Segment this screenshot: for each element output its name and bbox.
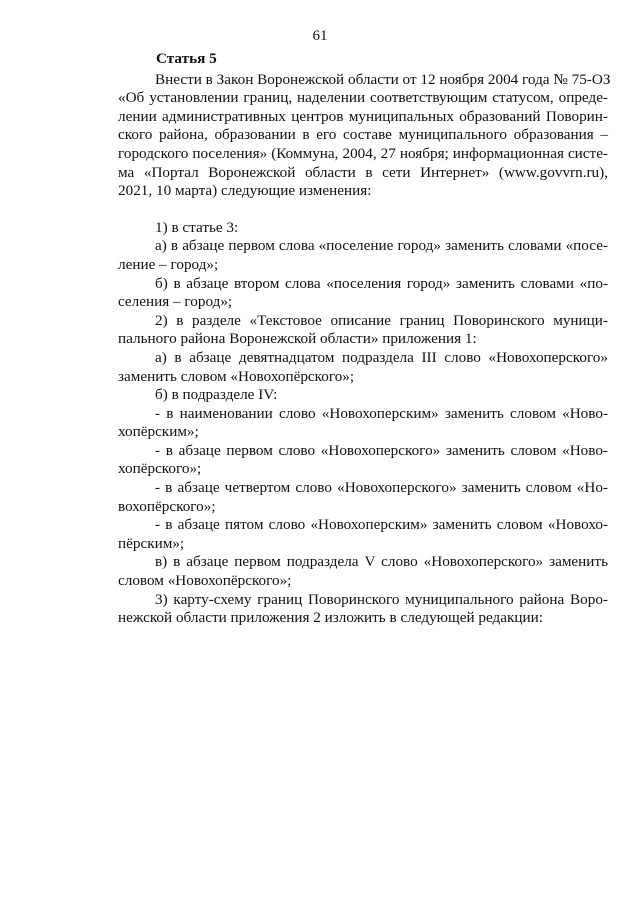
- amendment-item-1: [118, 219, 608, 238]
- paragraph-line: ма «Портал Воронежской области в сети Интернет» (www.govvrn.ru),: [118, 163, 608, 181]
- paragraph-line: хопёрского»;: [118, 460, 202, 478]
- paragraph-line: 3) карту-схему границ Поворинского муниципального района Воро-: [155, 590, 608, 608]
- paragraph-line: 2) в разделе «Текстовое описание границ Поворинского муници-: [155, 311, 608, 329]
- amendment-subitem-first: [118, 442, 608, 479]
- document-body: [118, 50, 611, 628]
- amendment-item-1a: [118, 237, 608, 274]
- paragraph-spacer: [118, 201, 608, 219]
- paragraph-line: б) в абзаце втором слова «поселения город» заменить словами «по-: [155, 274, 608, 292]
- paragraph-line: б) в подразделе IV:: [155, 386, 278, 404]
- amendment-item-1b: [118, 275, 608, 312]
- paragraph-line: хопёрским»;: [118, 423, 199, 441]
- article-title: Статья 5: [156, 50, 217, 67]
- paragraph-line: селения – город»;: [118, 293, 233, 311]
- paragraph-line: словом «Новохопёрского»;: [118, 572, 292, 590]
- amendment-subitem-fifth: [118, 516, 608, 553]
- paragraph-line: 1) в статье 3:: [155, 218, 239, 236]
- paragraph-line: - в абзаце первом слово «Новохоперского» заменить словом «Ново-: [155, 441, 608, 459]
- paragraph-line: - в абзаце четвертом слово «Новохоперского» заменить словом «Но-: [155, 479, 608, 497]
- paragraph-line: - в наименовании слово «Новохоперским» заменить словом «Ново-: [155, 404, 608, 422]
- page-number: 61: [312, 28, 328, 44]
- amendment-item-2a: [118, 349, 608, 386]
- paragraph-line: вохопёрского»;: [118, 497, 216, 515]
- amendment-item-2b: [118, 386, 608, 405]
- paragraph-line: пального района Воронежской области» приложения 1:: [118, 330, 477, 348]
- amendment-subitem-fourth: [118, 479, 608, 516]
- paragraph-line: в) в абзаце первом подраздела V слово «Новохоперского» заменить: [155, 553, 608, 571]
- paragraph-line: лении административных центров муниципальных образований Поворин-: [118, 107, 608, 125]
- amendment-item-2: [118, 312, 608, 349]
- paragraph-line: ление – город»;: [118, 255, 219, 273]
- paragraph-line: «Об установлении границ, наделении соответствующим статусом, опреде-: [118, 89, 608, 107]
- paragraph-line: ского района, образовании в его составе муниципального образования –: [118, 126, 608, 144]
- paragraph-line: Внести в Закон Воронежской области от 12 ноября 2004 года № 75-ОЗ: [155, 70, 611, 88]
- paragraph-line: заменить словом «Новохопёрского»;: [118, 367, 355, 385]
- paragraph-line: городского поселения» (Коммуна, 2004, 27 ноября; информационная систе-: [118, 144, 608, 162]
- amendment-item-3: [118, 591, 608, 628]
- paragraph-line: а) в абзаце первом слова «поселение город» заменить словами «посе-: [155, 237, 608, 255]
- paragraph-line: нежской области приложения 2 изложить в следующей редакции:: [118, 609, 543, 627]
- paragraph-line: пёрским»;: [118, 534, 185, 552]
- amendment-item-2c: [118, 553, 608, 590]
- paragraph-line: а) в абзаце девятнадцатом подраздела III слово «Новохоперского»: [155, 348, 608, 366]
- paragraph-line: 2021, 10 марта) следующие изменения:: [118, 182, 372, 200]
- intro-paragraph: [118, 70, 611, 201]
- paragraph-line: - в абзаце пятом слово «Новохоперским» заменить словом «Новохо-: [155, 516, 608, 534]
- amendment-subitem-name: [118, 405, 608, 442]
